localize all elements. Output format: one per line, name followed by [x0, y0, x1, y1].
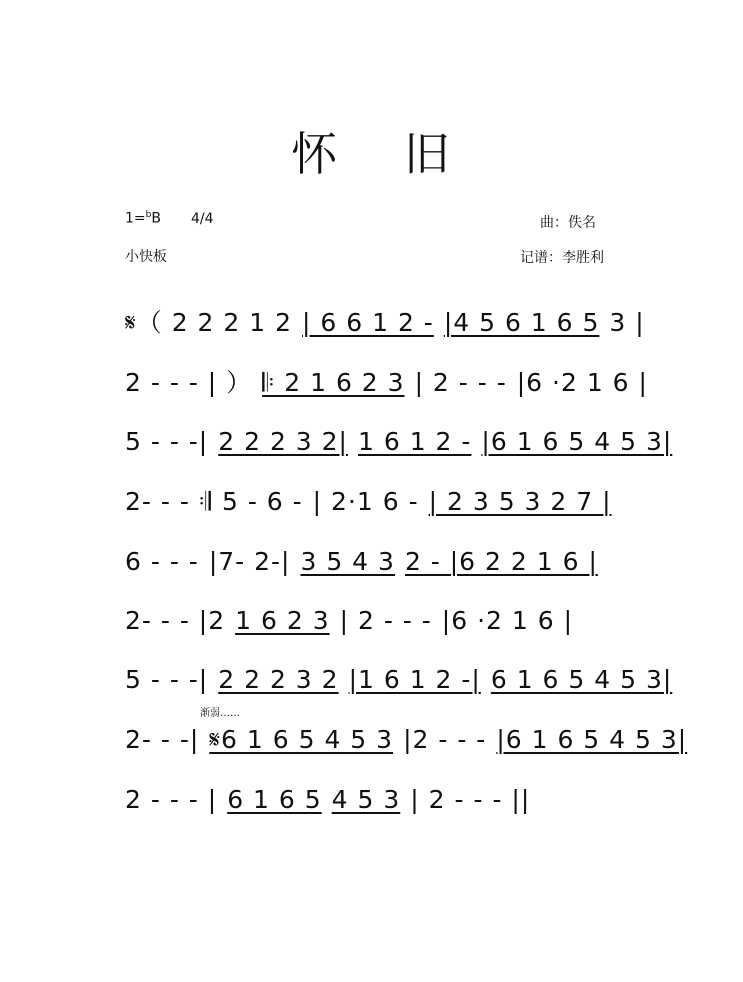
score-segment: |2 - - -: [403, 725, 487, 754]
score-segment: | 2 - - -: [414, 368, 507, 397]
score-row-2: [125, 368, 658, 398]
score-row-9: [125, 785, 540, 815]
score-segment: |6 1 6 5 4 5 3|: [481, 427, 673, 456]
score-segment: 𝄋6 1 6 5 4 5 3: [209, 725, 394, 754]
score-segment: 5 - - -|: [125, 427, 209, 456]
score-segment: 4 5 3: [331, 785, 401, 814]
score-segment: 3 5 4 3: [300, 547, 395, 576]
score-segment: | 2 3 5 3 2 7 |: [428, 487, 612, 516]
score-segment: | 6 6 1 2 -: [302, 308, 434, 337]
score-row-4: [125, 487, 622, 517]
score-row-5: [125, 547, 608, 577]
score-segment: |7- 2-|: [208, 547, 291, 576]
time-signature: 4/4: [190, 210, 214, 227]
score-segment: 2 2 2 3 2: [218, 665, 339, 694]
score-segment: |6 ·2 1 6 |: [441, 606, 573, 635]
score-segment: 2- - -|: [125, 725, 200, 754]
score-segment: 5 - - -|: [125, 665, 209, 694]
tempo-marking: 小快板: [125, 249, 167, 265]
score-segment: 2 - - - |: [125, 785, 218, 814]
key-flat: b: [145, 210, 152, 220]
score-segment: 6 1 6 5: [227, 785, 322, 814]
score-segment: |4 5 6 1 6 5: [443, 308, 600, 337]
composer-credit: 曲：佚名: [540, 215, 596, 231]
score-segment: | 2 - - -: [339, 606, 432, 635]
score-segment: 𝄋（ 2 2 2 1 2: [125, 308, 293, 337]
score-segment: 𝄆 2 1 6 2 3: [262, 368, 405, 397]
page-title: 怀 旧: [291, 127, 452, 181]
score-segment: 2- - - |2: [125, 606, 226, 635]
transcriber-credit: 记谱：李胜利: [520, 250, 604, 266]
key-signature: [125, 210, 214, 227]
key-note: B: [151, 210, 161, 227]
score-segment: 1 6 2 3: [235, 606, 330, 635]
score-row-6: [125, 606, 583, 636]
score-segment: 3 |: [609, 308, 645, 337]
score-segment: |6 ·2 1 6 |: [516, 368, 648, 397]
score-segment: | 2 - - - ||: [410, 785, 531, 814]
score-segment: 6 - - -: [125, 547, 199, 576]
dynamics-annotation: 渐弱……: [200, 708, 240, 719]
key-prefix: 1=: [125, 210, 146, 227]
score-segment: 5 - 6 -: [221, 487, 303, 516]
score-segment: |6 1 6 5 4 5 3|: [496, 725, 688, 754]
score-row-3: [125, 427, 682, 457]
score-row-7: [125, 665, 682, 695]
score-segment: 2 - |6 2 2 1 6 |: [404, 547, 598, 576]
score-segment: | 2·1 6 -: [312, 487, 419, 516]
score-segment: 1 6 1 2 -: [357, 427, 472, 456]
score-segment: 2- - - 𝄇: [125, 487, 212, 516]
score-segment: 6 1 6 5 4 5 3|: [490, 665, 673, 694]
score-row-8: [125, 725, 697, 755]
score-segment: |1 6 1 2 -|: [348, 665, 481, 694]
score-row-1: [125, 308, 655, 338]
score-segment: 2 2 2 3 2|: [218, 427, 348, 456]
score-segment: 2 - - - | ）: [125, 368, 253, 397]
